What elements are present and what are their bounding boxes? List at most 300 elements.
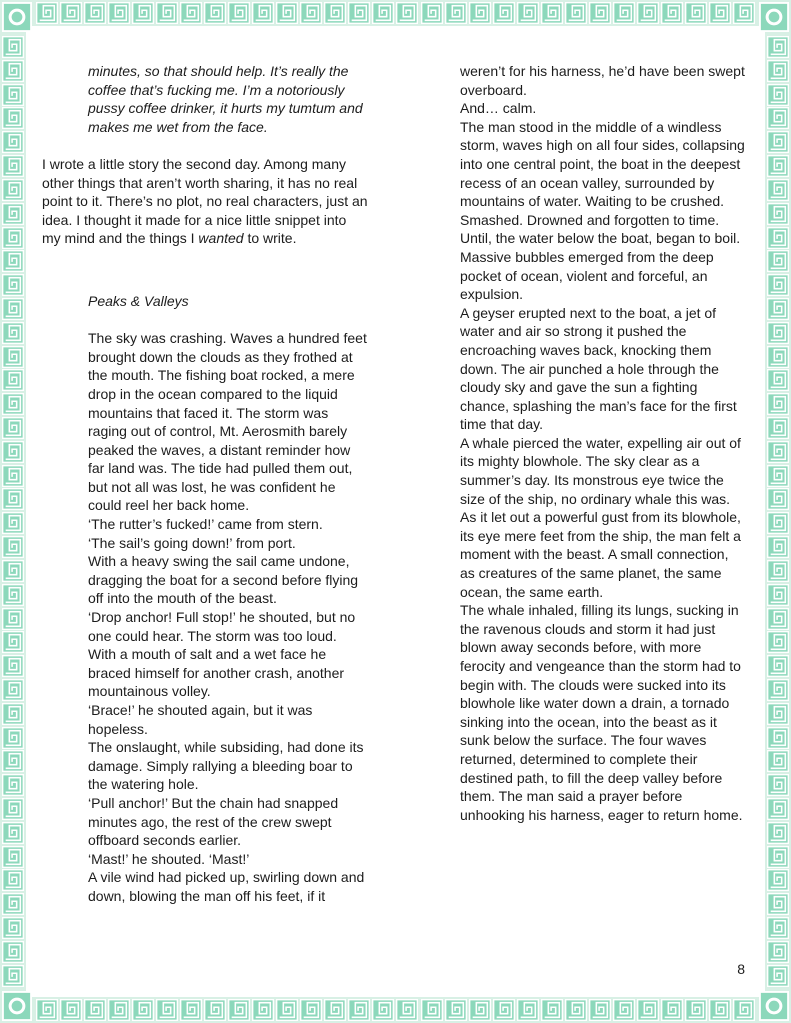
greek-key-icon xyxy=(767,488,789,510)
greek-key-icon xyxy=(589,999,611,1021)
border-strip-bottom xyxy=(36,999,755,1021)
border-tile xyxy=(2,703,24,725)
border-tile xyxy=(767,774,789,796)
border-tile xyxy=(2,822,24,844)
greek-key-icon xyxy=(469,2,491,24)
greek-key-icon xyxy=(2,846,24,868)
greek-key-icon xyxy=(2,941,24,963)
border-tile xyxy=(767,274,789,296)
border-tile xyxy=(2,631,24,653)
greek-key-icon xyxy=(767,465,789,487)
greek-key-icon xyxy=(2,536,24,558)
story-left-paragraphs xyxy=(88,329,368,905)
greek-key-icon xyxy=(709,2,731,24)
border-tile xyxy=(36,2,58,24)
border-tile xyxy=(767,512,789,534)
border-tile xyxy=(767,417,789,439)
greek-key-icon xyxy=(2,369,24,391)
border-tile xyxy=(2,155,24,177)
greek-key-icon xyxy=(767,322,789,344)
border-tile xyxy=(767,679,789,701)
story-paragraph: The whale inhaled, filling its lungs, sucking in the ravenous clouds and storm it had just blown away seconds before, with more ferocity and vengeance than the storm had to begin with. The clouds were sucked into its blowhole like water down a drain, a tornado sinking into the ocean, into the beast as it sunk below the surface. The four waves returned, determined to complete their destined path, to fill the deep valley before them. The man said a prayer before unhooking his harness, eager to return home. xyxy=(460,602,743,823)
border-tile xyxy=(2,584,24,606)
border-tile xyxy=(2,274,24,296)
story-paragraph: Until, the water below the boat, began to boil. Massive bubbles emerged from the deep pocket of ocean, violent and forceful, an expulsion. xyxy=(460,230,741,303)
border-tile xyxy=(767,941,789,963)
greek-key-icon xyxy=(2,346,24,368)
greek-key-icon xyxy=(204,999,226,1021)
story-paragraph: ‘The rutter’s fucked!’ came from stern. xyxy=(88,516,323,533)
story-paragraph: ‘Mast!’ he shouted. ‘Mast!’ xyxy=(88,850,250,867)
border-tile xyxy=(300,999,322,1021)
greek-key-icon xyxy=(767,750,789,772)
border-tile xyxy=(84,2,106,24)
border-tile xyxy=(276,2,298,24)
border-tile xyxy=(767,893,789,915)
border-tile xyxy=(2,679,24,701)
greek-key-icon xyxy=(300,999,322,1021)
border-tile xyxy=(108,999,130,1021)
greek-key-icon xyxy=(685,2,707,24)
greek-key-icon xyxy=(276,2,298,24)
border-tile xyxy=(613,999,635,1021)
right-column xyxy=(460,62,745,906)
greek-key-icon xyxy=(2,750,24,772)
border-tile xyxy=(36,999,58,1021)
border-tile xyxy=(637,2,659,24)
border-tile xyxy=(541,2,563,24)
greek-key-icon xyxy=(637,999,659,1021)
greek-key-icon xyxy=(348,2,370,24)
border-tile xyxy=(2,36,24,58)
border-tile xyxy=(2,417,24,439)
greek-key-icon xyxy=(767,917,789,939)
greek-key-icon xyxy=(2,655,24,677)
greek-key-icon xyxy=(324,999,346,1021)
greek-key-icon xyxy=(2,512,24,534)
greek-key-icon xyxy=(84,2,106,24)
greek-key-icon xyxy=(767,107,789,129)
story-paragraph: A geyser erupted next to the boat, a jet of water and air so strong it pushed the encroaching waves back, knocking them down. The air punched a hole through the cloudy sky and gave the sun a fighting chance, splashing the man’s face for the first time that day. xyxy=(460,304,737,433)
left-column xyxy=(42,62,368,906)
story-paragraph: ‘Pull anchor!’ But the chain had snapped minutes ago, the rest of the crew swept offboard seconds earlier. xyxy=(88,794,339,849)
story-paragraph: A vile wind had picked up, swirling down and down, blowing the man off his feet, if it xyxy=(88,869,365,904)
border-tile xyxy=(372,999,394,1021)
greek-key-icon xyxy=(445,2,467,24)
border-tile xyxy=(493,999,515,1021)
border-tile xyxy=(2,536,24,558)
border-strip-top xyxy=(36,2,755,24)
border-tile xyxy=(541,999,563,1021)
border-tile xyxy=(767,703,789,725)
greek-key-icon xyxy=(767,227,789,249)
greek-key-icon xyxy=(767,393,789,415)
greek-key-icon xyxy=(2,965,24,987)
border-tile xyxy=(204,2,226,24)
border-tile xyxy=(2,774,24,796)
greek-key-icon xyxy=(469,999,491,1021)
greek-key-icon xyxy=(767,274,789,296)
greek-key-icon xyxy=(2,465,24,487)
greek-key-icon xyxy=(132,2,154,24)
greek-key-icon xyxy=(767,703,789,725)
intro-paragraph xyxy=(42,155,368,248)
greek-key-icon xyxy=(661,2,683,24)
border-tile xyxy=(2,322,24,344)
story-paragraph: ‘Brace!’ he shouted again, but it was hopeless. xyxy=(88,702,313,737)
greek-key-icon xyxy=(2,179,24,201)
border-strip-left xyxy=(2,36,24,987)
border-tile xyxy=(517,2,539,24)
greek-key-icon xyxy=(767,631,789,653)
greek-key-icon xyxy=(300,2,322,24)
greek-key-icon xyxy=(767,798,789,820)
greek-key-icon xyxy=(60,2,82,24)
border-tile xyxy=(709,999,731,1021)
greek-key-icon xyxy=(767,84,789,106)
story-paragraph: The onslaught, while subsiding, had done its damage. Simply rallying a bleeding boar to the watering hole. xyxy=(88,739,364,793)
border-tile xyxy=(2,107,24,129)
border-tile xyxy=(767,465,789,487)
border-tile xyxy=(396,999,418,1021)
greek-key-icon xyxy=(421,2,443,24)
border-tile xyxy=(228,2,250,24)
greek-key-icon xyxy=(396,2,418,24)
greek-key-icon xyxy=(2,84,24,106)
greek-key-icon xyxy=(493,2,515,24)
border-tile xyxy=(493,2,515,24)
border-tile xyxy=(767,917,789,939)
greek-key-icon xyxy=(733,999,755,1021)
border-tile xyxy=(613,2,635,24)
greek-key-icon xyxy=(2,869,24,891)
greek-key-icon xyxy=(108,2,130,24)
border-tile xyxy=(132,2,154,24)
greek-key-icon xyxy=(2,488,24,510)
border-tile xyxy=(2,846,24,868)
greek-key-icon xyxy=(767,131,789,153)
story-paragraph: The sky was crashing. Waves a hundred feet brought down the clouds as they frothed at the mouth. The fishing boat rocked, a mere drop in the ocean compared to the liquid mountains that faced it. The storm was raging out of control, Mt. Aerosmith barely peaked the waves, a distant reminder how far land was. The tide had pulled them out, but not all was lost, he was confident he could reel her back home. xyxy=(88,330,367,514)
border-tile xyxy=(204,999,226,1021)
border-tile xyxy=(2,560,24,582)
border-tile xyxy=(2,203,24,225)
border-tile xyxy=(767,441,789,463)
border-tile xyxy=(2,750,24,772)
border-tile xyxy=(469,999,491,1021)
greek-key-icon xyxy=(767,679,789,701)
border-tile xyxy=(84,999,106,1021)
greek-key-icon xyxy=(767,869,789,891)
greek-key-icon xyxy=(180,999,202,1021)
border-tile xyxy=(767,179,789,201)
border-tile xyxy=(2,465,24,487)
story-title: Peaks & Valleys xyxy=(88,292,189,309)
greek-key-icon xyxy=(2,227,24,249)
border-tile xyxy=(2,60,24,82)
greek-key-icon xyxy=(767,536,789,558)
border-tile xyxy=(2,798,24,820)
border-tile xyxy=(2,441,24,463)
border-tile xyxy=(2,655,24,677)
greek-key-icon xyxy=(2,560,24,582)
border-tile xyxy=(767,488,789,510)
border-tile xyxy=(767,346,789,368)
greek-key-icon xyxy=(2,131,24,153)
story-paragraph: The man stood in the middle of a windless storm, waves high on all four sides, collapsing into one central point, the boat in the deepest recess of an ocean valley, surrounded by mountains of water. Waiting to be crushed. Smashed. Drowned and forgotten to time. xyxy=(460,118,745,228)
greek-key-icon xyxy=(767,298,789,320)
greek-key-icon xyxy=(589,2,611,24)
greek-key-icon xyxy=(767,179,789,201)
greek-key-icon xyxy=(767,893,789,915)
border-tile xyxy=(685,999,707,1021)
border-tile xyxy=(2,393,24,415)
greek-key-icon xyxy=(767,417,789,439)
border-tile xyxy=(445,999,467,1021)
border-tile xyxy=(733,999,755,1021)
border-tile xyxy=(2,512,24,534)
greek-key-icon xyxy=(372,2,394,24)
border-tile xyxy=(767,298,789,320)
border-tile xyxy=(767,131,789,153)
border-tile xyxy=(348,2,370,24)
border-tile xyxy=(767,822,789,844)
border-tile xyxy=(767,393,789,415)
border-tile xyxy=(2,893,24,915)
border-tile xyxy=(767,798,789,820)
greek-key-icon xyxy=(565,2,587,24)
greek-key-icon xyxy=(204,2,226,24)
border-tile xyxy=(2,488,24,510)
greek-key-icon xyxy=(2,584,24,606)
border-tile xyxy=(2,227,24,249)
greek-key-icon xyxy=(2,631,24,653)
quote-block: minutes, so that should help. It’s really the coffee that’s fucking me. I’m a notoriously pussy coffee drinker, it hurts my tumtum and makes me wet from the face. xyxy=(88,63,363,135)
greek-key-icon xyxy=(685,999,707,1021)
border-tile xyxy=(421,2,443,24)
story-paragraph: weren’t for his harness, he’d have been swept overboard. xyxy=(460,63,745,98)
border-tile xyxy=(767,250,789,272)
border-tile xyxy=(661,2,683,24)
border-tile xyxy=(2,250,24,272)
border-tile xyxy=(445,2,467,24)
border-tile xyxy=(767,846,789,868)
border-tile xyxy=(252,2,274,24)
border-tile xyxy=(767,655,789,677)
greek-key-icon xyxy=(767,369,789,391)
greek-key-icon xyxy=(767,655,789,677)
greek-key-icon xyxy=(2,203,24,225)
greek-key-icon xyxy=(767,250,789,272)
border-tile xyxy=(767,155,789,177)
intro-italic-word: wanted xyxy=(198,230,244,247)
greek-key-icon xyxy=(2,822,24,844)
border-tile xyxy=(2,941,24,963)
border-tile xyxy=(767,60,789,82)
greek-key-icon xyxy=(2,36,24,58)
border-tile xyxy=(2,346,24,368)
greek-key-icon xyxy=(767,774,789,796)
greek-key-icon xyxy=(324,2,346,24)
greek-key-icon xyxy=(2,298,24,320)
border-tile xyxy=(767,631,789,653)
greek-key-icon xyxy=(276,999,298,1021)
greek-key-icon xyxy=(767,560,789,582)
greek-key-icon xyxy=(2,60,24,82)
border-tile xyxy=(372,2,394,24)
border-tile xyxy=(733,2,755,24)
story-paragraph: With a heavy swing the sail came undone, dragging the boat for a second before flying off into the mouth of the beast. xyxy=(88,553,359,607)
greek-key-icon xyxy=(84,999,106,1021)
border-strip-right xyxy=(767,36,789,987)
border-tile xyxy=(767,369,789,391)
border-tile xyxy=(767,203,789,225)
greek-key-icon xyxy=(767,441,789,463)
greek-key-icon xyxy=(767,36,789,58)
border-tile xyxy=(517,999,539,1021)
greek-key-icon xyxy=(767,346,789,368)
border-tile xyxy=(767,227,789,249)
border-tile xyxy=(2,917,24,939)
greek-key-icon xyxy=(2,893,24,915)
page-body xyxy=(26,26,765,997)
greek-key-icon xyxy=(2,798,24,820)
border-tile xyxy=(348,999,370,1021)
greek-key-icon xyxy=(228,999,250,1021)
border-tile xyxy=(156,2,178,24)
greek-key-icon xyxy=(445,999,467,1021)
border-tile xyxy=(300,2,322,24)
border-tile xyxy=(396,2,418,24)
border-tile xyxy=(767,560,789,582)
border-tile xyxy=(2,179,24,201)
border-tile xyxy=(469,2,491,24)
greek-key-icon xyxy=(2,274,24,296)
greek-key-icon xyxy=(565,999,587,1021)
border-tile xyxy=(767,869,789,891)
border-tile xyxy=(767,750,789,772)
story-paragraph: ‘Drop anchor! Full stop!’ he shouted, but no one could hear. The storm was too loud. xyxy=(88,609,356,644)
border-tile xyxy=(767,36,789,58)
border-tile xyxy=(589,2,611,24)
border-tile xyxy=(709,2,731,24)
greek-key-icon xyxy=(372,999,394,1021)
border-tile xyxy=(2,131,24,153)
greek-key-icon xyxy=(767,846,789,868)
greek-key-icon xyxy=(493,999,515,1021)
border-tile xyxy=(767,727,789,749)
border-tile xyxy=(132,999,154,1021)
border-tile xyxy=(2,298,24,320)
greek-key-icon xyxy=(613,999,635,1021)
greek-key-icon xyxy=(252,2,274,24)
border-tile xyxy=(637,999,659,1021)
page-number: 8 xyxy=(737,961,745,977)
greek-key-icon xyxy=(2,727,24,749)
greek-key-icon xyxy=(2,608,24,630)
greek-key-icon xyxy=(661,999,683,1021)
greek-key-icon xyxy=(396,999,418,1021)
story-paragraph: ‘The sail’s going down!’ from port. xyxy=(88,534,296,551)
greek-key-icon xyxy=(348,999,370,1021)
border-tile xyxy=(685,2,707,24)
border-tile xyxy=(565,999,587,1021)
intro-text-after: to write. xyxy=(243,230,297,247)
greek-key-icon xyxy=(541,999,563,1021)
border-tile xyxy=(2,727,24,749)
border-tile xyxy=(2,608,24,630)
border-tile xyxy=(661,999,683,1021)
greek-key-icon xyxy=(36,2,58,24)
border-tile xyxy=(276,999,298,1021)
greek-key-icon xyxy=(517,2,539,24)
greek-key-icon xyxy=(637,2,659,24)
greek-key-icon xyxy=(709,999,731,1021)
border-tile xyxy=(156,999,178,1021)
border-tile xyxy=(421,999,443,1021)
border-tile xyxy=(767,608,789,630)
greek-key-icon xyxy=(767,965,789,987)
border-tile xyxy=(60,2,82,24)
border-tile xyxy=(2,869,24,891)
greek-key-icon xyxy=(60,999,82,1021)
greek-key-icon xyxy=(767,822,789,844)
border-tile xyxy=(767,107,789,129)
greek-key-icon xyxy=(2,774,24,796)
greek-key-icon xyxy=(156,2,178,24)
greek-key-icon xyxy=(132,999,154,1021)
greek-key-icon xyxy=(2,917,24,939)
greek-key-icon xyxy=(2,107,24,129)
border-tile xyxy=(767,322,789,344)
greek-key-icon xyxy=(767,941,789,963)
border-tile xyxy=(767,965,789,987)
greek-key-icon xyxy=(2,250,24,272)
greek-key-icon xyxy=(252,999,274,1021)
greek-key-icon xyxy=(767,608,789,630)
greek-key-icon xyxy=(613,2,635,24)
greek-key-icon xyxy=(517,999,539,1021)
greek-key-icon xyxy=(2,393,24,415)
greek-key-icon xyxy=(2,322,24,344)
greek-key-icon xyxy=(767,155,789,177)
border-tile xyxy=(108,2,130,24)
greek-key-icon xyxy=(767,60,789,82)
border-tile xyxy=(2,965,24,987)
story-paragraph: And… calm. xyxy=(460,100,537,117)
border-tile xyxy=(60,999,82,1021)
greek-key-icon xyxy=(156,999,178,1021)
border-tile xyxy=(767,536,789,558)
border-tile xyxy=(2,369,24,391)
story-paragraph: With a mouth of salt and a wet face he braced himself for another crash, another mountainous volley. xyxy=(88,646,345,700)
greek-key-icon xyxy=(108,999,130,1021)
border-tile xyxy=(324,2,346,24)
border-tile xyxy=(767,584,789,606)
greek-key-icon xyxy=(541,2,563,24)
border-tile xyxy=(180,999,202,1021)
greek-key-icon xyxy=(767,203,789,225)
greek-key-icon xyxy=(2,703,24,725)
border-tile xyxy=(180,2,202,24)
border-tile xyxy=(324,999,346,1021)
border-tile xyxy=(767,84,789,106)
greek-key-icon xyxy=(2,417,24,439)
greek-key-icon xyxy=(2,679,24,701)
greek-key-icon xyxy=(767,584,789,606)
greek-key-icon xyxy=(421,999,443,1021)
greek-key-icon xyxy=(36,999,58,1021)
intro-text-before: I wrote a little story the second day. Among many other things that aren’t worth sharing, it has no real point to it. There’s no plot, no real characters, just an idea. I thought it made for a nice little snippet into my mind and the things I xyxy=(42,155,368,247)
